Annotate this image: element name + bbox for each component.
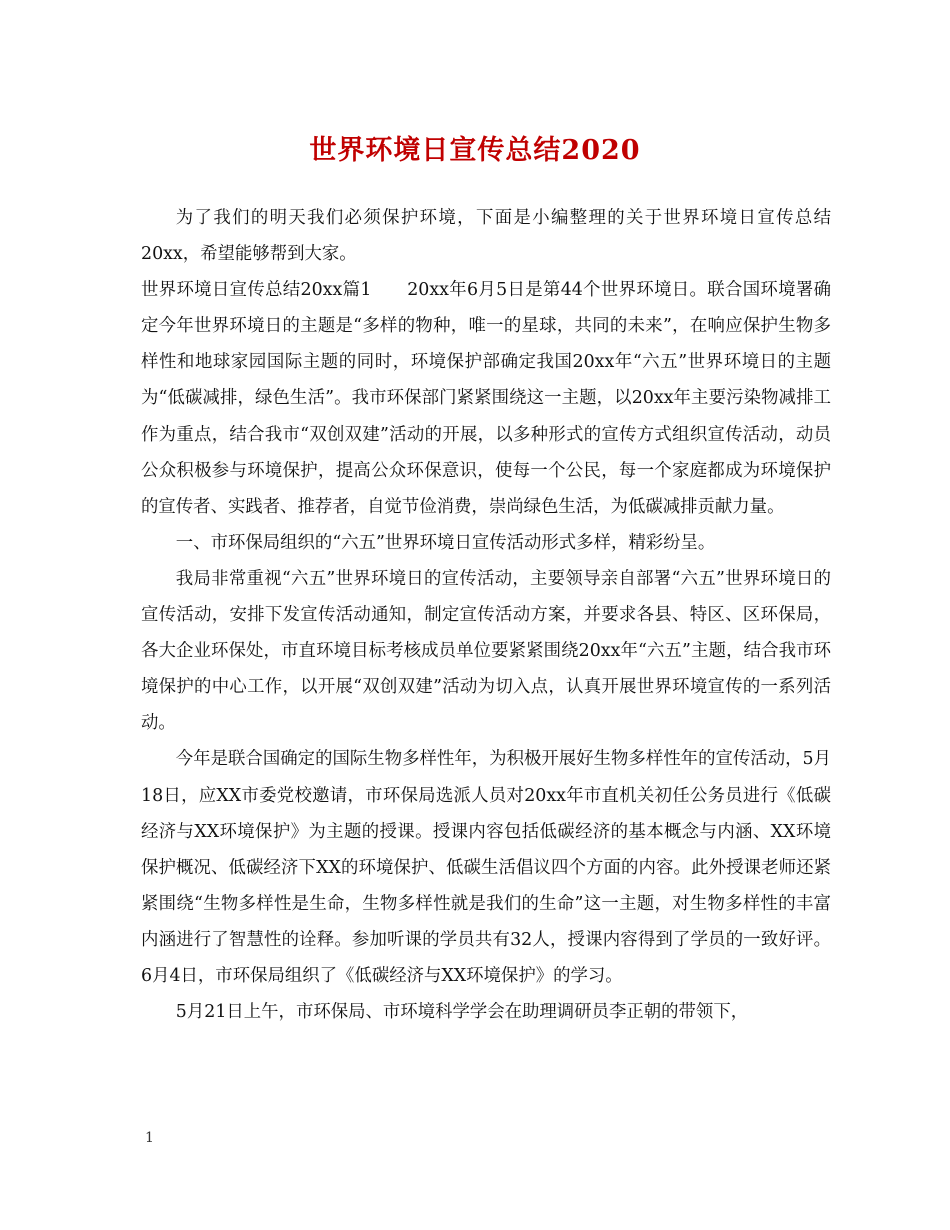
- paragraph-section-heading: 一、市环保局组织的“六五”世界环境日宣传活动形式多样，精彩纷呈。: [175, 532, 716, 553]
- document-body: [141, 200, 831, 1030]
- paragraph-intro: 为了我们的明天我们必须保护环境，下面是小编整理的关于世界环境日宣传总结20xx，希望能够帮到大家。: [141, 208, 831, 265]
- paragraph-article-1: 世界环境日宣传总结20xx篇1 20xx年6月5日是第44个世界环境日。联合国环境署确定今年世界环境日的主题是“多样的物种，唯一的星球，共同的未来”，在响应保护生物多样性和地球家园国际主题的同时，环境保护部确定我国20xx年“六五”世界环境日的主题为“低碳减排，绿色生活”。我市环保部门紧紧围绕这一主题，以20xx年主要污染物减排工作为重点，结合我市“双创双建”活动的开展，以多种形式的宣传方式组织宣传活动，动员公众积极参与环境保护，提高公众环保意识，使每一个公民，每一个家庭都成为环境保护的宣传者、实践者、推荐者，自觉节俭消费，崇尚绿色生活，为低碳减排贡献力量。: [141, 280, 831, 517]
- paragraph-may-21: 5月21日上午，市环保局、市环境科学学会在助理调研员李正朝的带领下，: [175, 1002, 749, 1023]
- page-number: 1: [145, 1130, 154, 1146]
- document-title: 世界环境日宣传总结2020: [309, 135, 641, 166]
- paragraph-biodiversity-year: 今年是联合国确定的国际生物多样性年，为积极开展好生物多样性年的宣传活动，5月18日，应XX市委党校邀请，市环保局选派人员对20xx年市直机关初任公务员进行《低碳经济与XX环境保护》为主题的授课。授课内容包括低碳经济的基本概念与内涵、XX环境保护概况、低碳经济下XX的环境保护、低碳生活倡议四个方面的内容。此外授课老师还紧紧围绕“生物多样性是生命，生物多样性就是我们的生命”这一主题，对生物多样性的丰富内涵进行了智慧性的诠释。参加听课的学员共有32人，授课内容得到了学员的一致好评。6月4日，市环保局组织了《低碳经济与XX环境保护》的学习。: [141, 749, 831, 986]
- paragraph-bureau-activities: 我局非常重视“六五”世界环境日的宣传活动，主要领导亲自部署“六五”世界环境日的宣传活动，安排下发宣传活动通知，制定宣传活动方案，并要求各县、特区、区环保局，各大企业环保处，市直环境目标考核成员单位要紧紧围绕20xx年“六五”主题，结合我市环境保护的中心工作，以开展“双创双建”活动为切入点，认真开展世界环境宣传的一系列活动。: [141, 568, 831, 734]
